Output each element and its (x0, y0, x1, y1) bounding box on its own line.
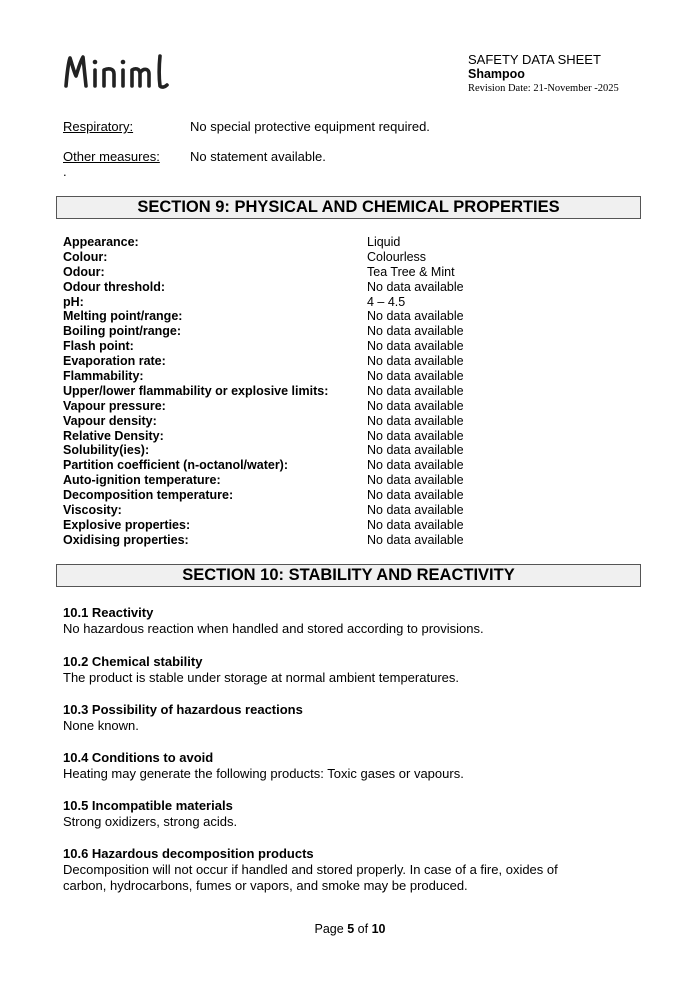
property-label: Oxidising properties: (63, 532, 189, 547)
doc-type: SAFETY DATA SHEET (468, 52, 601, 67)
property-row (63, 518, 483, 533)
document-header (468, 52, 619, 96)
stability-item (63, 846, 583, 894)
property-value: No data available (367, 354, 464, 369)
property-value: No data available (367, 517, 464, 532)
property-value: No data available (367, 532, 464, 547)
stability-item-text: Strong oxidizers, strong acids. (63, 814, 238, 829)
property-label: Melting point/range: (63, 309, 183, 324)
stability-item-text: Heating may generate the following products: Toxic gases or vapours. (63, 766, 464, 781)
stability-item-text: Decomposition will not occur if handled and stored properly. In case of a fire, oxides of carbon, hydrocarbons, fumes or vapors, and smoke may be produced. (63, 862, 558, 893)
stability-item-title: 10.2 Chemical stability (63, 654, 203, 669)
product-name: Shampoo (468, 67, 525, 81)
page-total: 10 (371, 922, 386, 936)
property-value: Liquid (367, 235, 401, 249)
property-row (63, 309, 483, 324)
property-label: Upper/lower flammability or explosive limits: (63, 383, 329, 398)
stability-item-text: None known. (63, 718, 139, 733)
property-value: No data available (367, 503, 464, 518)
property-value: Colourless (367, 249, 427, 264)
property-value: 4 – 4.5 (367, 294, 406, 309)
property-value: No data available (367, 279, 464, 294)
miniml-logo (62, 48, 174, 94)
property-label: Vapour pressure: (63, 398, 166, 413)
property-label: Flammability: (63, 369, 144, 384)
property-row (63, 429, 483, 444)
property-row (63, 414, 483, 429)
revision-date: Revision Date: 21-November -2025 (468, 83, 619, 94)
property-label: Relative Density: (63, 428, 164, 443)
property-row (63, 488, 483, 503)
property-row (63, 250, 483, 265)
property-label: Solubility(ies): (63, 443, 150, 458)
property-value: No data available (367, 413, 464, 428)
section-9-heading: SECTION 9: PHYSICAL AND CHEMICAL PROPERTIES (56, 196, 641, 219)
other-measures-value: No statement available. (190, 149, 326, 164)
stability-item-title: 10.1 Reactivity (63, 605, 154, 620)
page-word: Page (314, 922, 344, 936)
property-value: No data available (367, 324, 464, 339)
property-row (63, 503, 483, 518)
property-value: No data available (367, 309, 464, 324)
stability-item-title: 10.3 Possibility of hazardous reactions (63, 702, 303, 717)
property-value: No data available (367, 369, 464, 384)
property-value: No data available (367, 458, 464, 473)
property-row (63, 265, 483, 280)
stability-item-text: No hazardous reaction when handled and stored according to provisions. (63, 621, 484, 636)
stability-item (63, 654, 583, 686)
stability-item (63, 702, 583, 734)
property-row (63, 295, 483, 310)
of-word: of (357, 922, 369, 936)
property-row (63, 443, 483, 458)
property-label: Viscosity: (63, 503, 122, 518)
property-row (63, 458, 483, 473)
property-label: Partition coefficient (n-octanol/water): (63, 458, 289, 473)
property-label: Colour: (63, 249, 108, 264)
property-label: pH: (63, 294, 84, 309)
section-10-heading: SECTION 10: STABILITY AND REACTIVITY (56, 564, 641, 587)
respiratory-value: No special protective equipment required. (190, 119, 430, 134)
property-value: No data available (367, 443, 464, 458)
property-label: Explosive properties: (63, 517, 191, 532)
stray-dot: . (63, 164, 67, 179)
stability-item-text: The product is stable under storage at normal ambient temperatures. (63, 670, 459, 685)
property-label: Appearance: (63, 235, 139, 249)
property-label: Odour: (63, 264, 105, 279)
property-row (63, 369, 483, 384)
property-row (63, 280, 483, 295)
property-row (63, 339, 483, 354)
property-value: No data available (367, 383, 464, 398)
stability-item-title: 10.4 Conditions to avoid (63, 750, 214, 765)
stability-item (63, 750, 583, 782)
respiratory-label: Respiratory: (63, 119, 134, 134)
properties-table (63, 235, 483, 548)
property-label: Evaporation rate: (63, 354, 166, 369)
property-value: No data available (367, 398, 464, 413)
property-value: No data available (367, 488, 464, 503)
property-value: No data available (367, 428, 464, 443)
page-current: 5 (347, 922, 355, 936)
property-label: Boiling point/range: (63, 324, 182, 339)
property-value: No data available (367, 473, 464, 488)
property-row (63, 473, 483, 488)
property-row (63, 324, 483, 339)
property-label: Auto-ignition temperature: (63, 473, 221, 488)
stability-item-title: 10.5 Incompatible materials (63, 798, 233, 813)
property-label: Vapour density: (63, 413, 157, 428)
property-label: Decomposition temperature: (63, 488, 234, 503)
page-footer (0, 922, 700, 936)
property-row (63, 354, 483, 369)
property-row (63, 384, 483, 399)
stability-item (63, 798, 583, 830)
property-label: Odour threshold: (63, 279, 166, 294)
other-measures-label: Other measures: (63, 149, 160, 164)
stability-item (63, 605, 583, 637)
property-value: No data available (367, 339, 464, 354)
property-row (63, 235, 483, 250)
property-label: Flash point: (63, 339, 134, 354)
property-value: Tea Tree & Mint (367, 264, 455, 279)
property-row (63, 533, 483, 548)
stability-item-title: 10.6 Hazardous decomposition products (63, 846, 314, 861)
property-row (63, 399, 483, 414)
